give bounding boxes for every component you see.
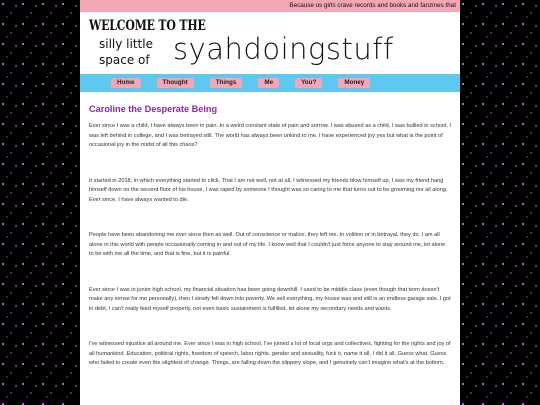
marquee-banner [80,0,460,12]
post-paragraph: People have been abandoning me ever since then as well. Out of conscience or malice, they left me. In volition or in betrayal, they do. I am all alone in this world with people occasionally coming in and out of my life. I know well that I couldn't just force anyone to stay around me, let alone to be with me all the time, and that is fine, but it is painful. [89,232,446,257]
post-title: Caroline the Desperate Being [89,104,218,114]
nav-you-button[interactable]: You? [295,78,322,88]
post-paragraph: It started in 2018, in which everything started to click. That I am not well, not at all, I witnessed my friends blow himself up, I was my friend hang himself down on the second floor of his house, I was raped by someone I thought was so caring to me that turns out to be grooming me all along. Ever since, I have always wanted to die. [89,177,448,203]
nav-things-button[interactable]: Things [210,78,243,88]
nav-home-button[interactable]: Home [111,78,141,88]
post-paragraph: Ever since I was in junior high school, my financial situation has been going downhill. I used to be middle class (even though that term doesn't make any sense for me personally), then I slowly fell down into poverty. We sell everything, my house was and still is an endless garage sale. I got in debt, I can't really feed myself properly, not even basic sustainment is fulfilled, let alone my secondary needs and wants. [89,286,451,312]
site-header [80,12,460,74]
nav-thought-button[interactable]: Thought [157,78,194,88]
marquee-text: Because us girls crave records and books and fanzines that [289,2,456,9]
post-content [80,92,460,369]
post-paragraph: I've witnessed injustice all around me. Ever since I was in high school, I've joined a lot of local orgs and collectives, fighting for the rights and joy of all humankind. Education, political rights, freedom of speech, labor rights, gender and sexuality, fuck it, name it all, I did it all. Guess what. Guess who failed to create even the slightest of change. Things, are falling down the slippery slope, and I genuinely can't imagine what's at the bottom. [89,341,451,366]
welcome-heading: WELCOME TO THE [89,18,206,34]
post-paragraph: Ever since I was a child, I have always been in pain. In a weird constant state of pain and sorrow. I was abused as a child, I was bullied in school, I was left behind in college, and I was betrayed still. The world has always been unkind to me. I have experienced joy yes but what is the point of occasional joy in the midst of all this chaos? [89,123,451,148]
subtitle-line-1: silly little [99,37,153,51]
nav-money-button[interactable]: Money [338,78,370,88]
page-column [80,0,460,405]
subtitle-line-2: space of [99,53,150,67]
nav-me-button[interactable]: Me [258,78,279,88]
site-name-logo: syahdoingstuff [173,32,394,66]
nav-bar [80,74,460,92]
